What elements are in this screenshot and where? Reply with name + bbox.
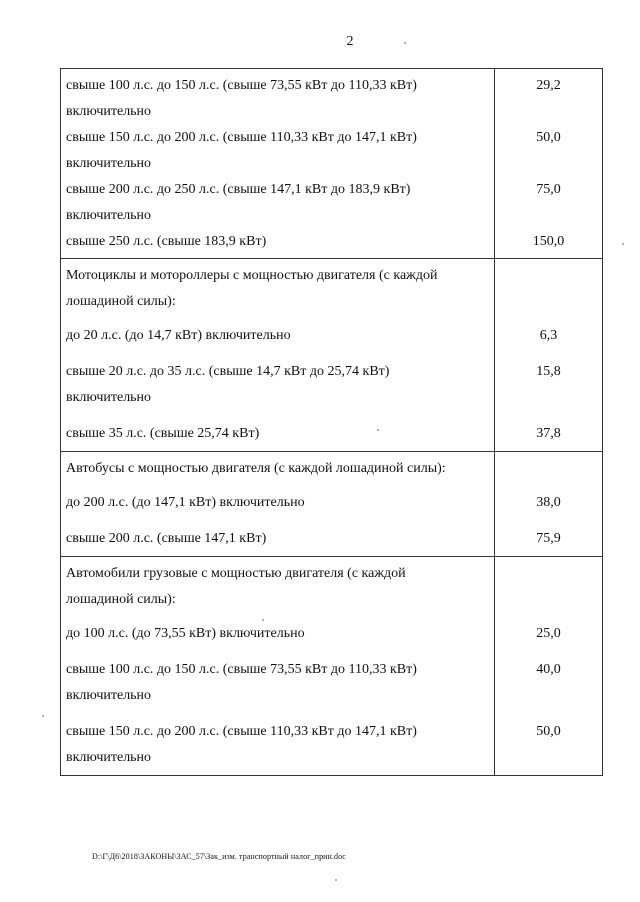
tax-rate-value: 50,0 [536,724,561,739]
tax-rate-value: 29,2 [536,78,561,93]
rate-item-line: свыше 35 л.с. (свыше 25,74 кВт) [66,426,260,441]
table-section [61,452,603,557]
scan-speck [335,879,337,881]
tax-rate-value: 25,0 [536,626,561,641]
scan-speck [377,429,379,431]
section-heading-line: лошадиной силы): [66,294,176,309]
tax-rate-table [60,68,603,776]
rate-item-line: свыше 200 л.с. (свыше 147,1 кВт) [66,531,267,546]
tax-rate-value: 38,0 [536,495,561,510]
rate-cell [495,69,603,259]
rate-item-line: свыше 250 л.с. (свыше 183,9 кВт) [66,234,267,249]
table-section [61,259,603,452]
tax-rate-value: 37,8 [536,426,561,441]
description-cell [61,259,495,452]
tax-rate-value: 75,0 [536,182,561,197]
rate-item-line: свыше 150 л.с. до 200 л.с. (свыше 110,33 кВт до 147,1 кВт) [66,130,417,145]
rate-item-line: до 20 л.с. (до 14,7 кВт) включительно [66,328,291,343]
rate-item-line: свыше 200 л.с. до 250 л.с. (свыше 147,1 кВт до 183,9 кВт) [66,182,411,197]
scan-speck [404,42,406,44]
tax-rate-value: 15,8 [536,364,561,379]
table-section [61,69,603,259]
section-heading-line: лошадиной силы): [66,592,176,607]
rate-item-line: свыше 150 л.с. до 200 л.с. (свыше 110,33 кВт до 147,1 кВт) [66,724,417,739]
rate-cell [495,259,603,452]
tax-rate-value: 150,0 [532,234,565,249]
rate-item-line: включительно [66,390,152,405]
tax-rate-value: 40,0 [536,662,561,677]
rate-item-line: включительно [66,208,152,223]
rate-item-line: до 200 л.с. (до 147,1 кВт) включительно [66,495,305,510]
rate-cell [495,557,603,776]
section-heading-line: Автобусы с мощностью двигателя (с каждой лошадиной силы): [66,461,446,476]
description-cell [61,557,495,776]
rate-item-line: свыше 100 л.с. до 150 л.с. (свыше 73,55 кВт до 110,33 кВт) [66,78,417,93]
rate-item-line: включительно [66,156,152,171]
table-section [61,557,603,776]
rate-item-line: свыше 20 л.с. до 35 л.с. (свыше 14,7 кВт до 25,74 кВт) [66,364,390,379]
scan-speck [622,243,624,245]
description-cell [61,452,495,557]
tax-rate-value: 50,0 [536,130,561,145]
section-heading-line: Мотоциклы и мотороллеры с мощностью двигателя (с каждой [66,268,438,283]
tax-rate-value: 75,9 [536,531,561,546]
rate-item-line: включительно [66,688,152,703]
rate-item-line: включительно [66,104,152,119]
tax-rate-value: 6,3 [539,328,558,343]
page-number: 2 [346,34,354,49]
rate-item-line: до 100 л.с. (до 73,55 кВт) включительно [66,626,305,641]
scan-speck [42,715,44,717]
rate-item-line: включительно [66,750,152,765]
footer-file-path: D:\Г\Д6\2018\ЗАКОНЫ\ЗАС_57\Зак_изм. транспортный налог_прин.doc [92,852,346,861]
description-cell [61,69,495,259]
section-heading-line: Автомобили грузовые с мощностью двигателя (с каждой [66,566,406,581]
scan-speck [262,619,264,621]
rate-item-line: свыше 100 л.с. до 150 л.с. (свыше 73,55 кВт до 110,33 кВт) [66,662,417,677]
rate-cell [495,452,603,557]
